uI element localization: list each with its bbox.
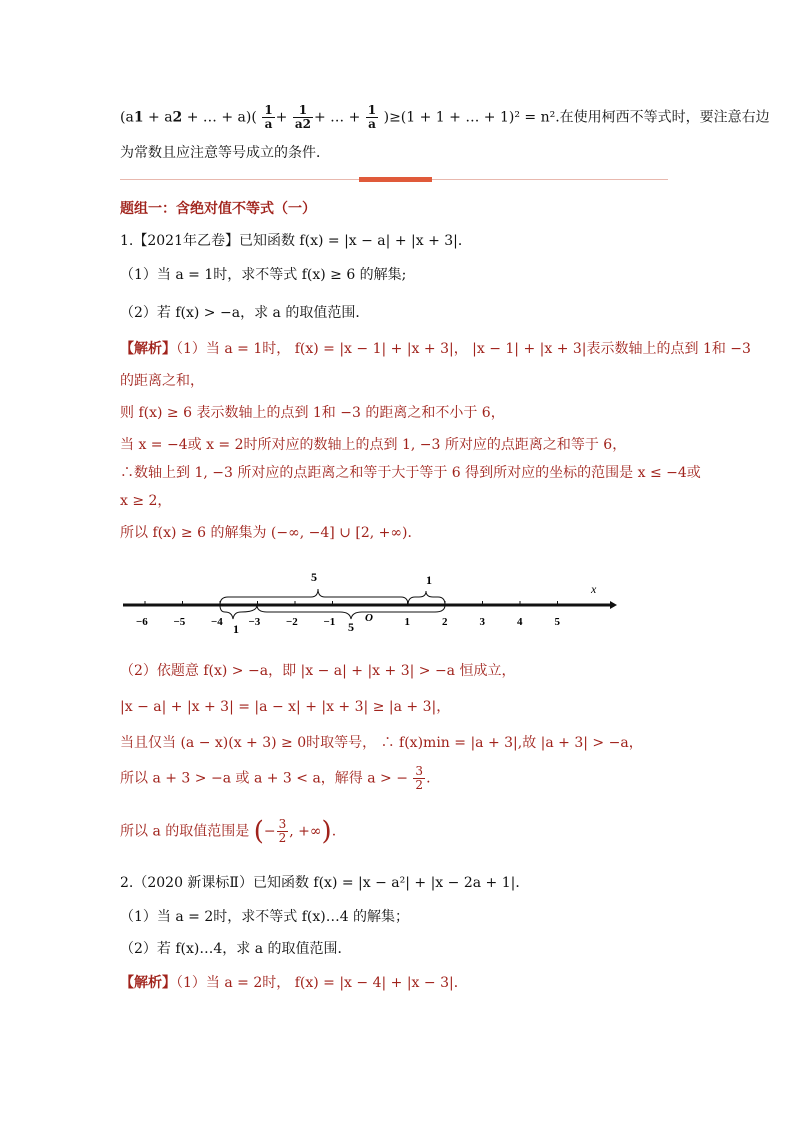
origin-dot: [369, 604, 372, 607]
solution-label: 【解析】: [120, 975, 176, 991]
problem2-solution-line-1: [120, 972, 468, 992]
solution-text: （1）当 a = 2时， f(x) = |x − 4| + |x − 3|．: [176, 975, 468, 991]
tick-label: 5: [554, 616, 560, 628]
problem1-solution-line-7: 所以 f(x) ≥ 6 的解集为 (−∞, −4] ∪ [2, +∞)．: [120, 525, 422, 541]
tick-label: −2: [286, 616, 298, 628]
tick-label: −4: [211, 616, 223, 628]
tick-label: 1: [404, 616, 410, 628]
axis-arrowhead: [610, 601, 617, 609]
intro-text: )(: [245, 109, 257, 126]
part2-text: 所以 a 的取值范围是: [120, 823, 250, 840]
problem2-header: 2.（2020 新课标Ⅱ）已知函数 f(x) = |x − a²| + |x − 2a + 1|．: [120, 875, 530, 891]
problem1-solution-line-6: x ≥ 2，: [120, 493, 172, 509]
problem1-question-1: （1）当 a = 1时，求不等式 f(x) ≥ 6 的解集;: [120, 267, 407, 283]
problem2-question-1: （1）当 a = 2时，求不等式 f(x)…4 的解集；: [120, 909, 410, 925]
brace-top-big-label: 5: [311, 570, 317, 584]
brace-bottom-mid-label: 5: [348, 620, 354, 634]
fraction: $\frac{1}{a}$: [367, 103, 377, 131]
tick-label: 4: [517, 616, 523, 628]
intro-text: )≥(1 + 1 + … + 1)² = n².在使用柯西不等式时，要注意右边: [383, 109, 770, 126]
problem1-solution-line-3: 则 f(x) ≥ 6 表示数轴上的点到 1和 −3 的距离之和不小于 6，: [120, 405, 505, 421]
problem1-solution-line-5: ∴数轴上到 1, −3 所对应的点距离之和等于大于等于 6 得到所对应的坐标的范围是 x ≤ −4或: [120, 465, 701, 481]
brace-bottom-left-label: 1: [233, 622, 239, 636]
problem1-part2-line-2: |x − a| + |x + 3| = |a − x| + |x + 3| ≥ |a + 3|，: [120, 699, 451, 715]
origin-label: O: [365, 612, 373, 624]
tick-label: 2: [442, 616, 448, 628]
tick-label: −1: [323, 616, 336, 628]
fraction: $\frac{3}{2}$: [278, 817, 287, 845]
axis-label: x: [591, 582, 597, 596]
part2-text: −: [263, 823, 276, 840]
tick-label: 3: [479, 616, 485, 628]
tick-label: −5: [173, 616, 186, 628]
brace-top-big: [220, 589, 408, 605]
problem1-solution-line-2: 的距离之和，: [120, 373, 204, 389]
tick-label: −6: [136, 616, 148, 628]
intro-text: + … + a: [186, 109, 246, 126]
problem1-solution-line-4: 当 x = −4或 x = 2时所对应的数轴上的点到 1, −3 所对应的点距离之和等于 6，: [120, 437, 627, 453]
solution-text: （1）当 a = 1时， f(x) = |x − 1| + |x + 3|， |x − 1| + |x + 3|表示数轴上的点到 1和 −3: [176, 341, 751, 357]
problem2-question-2: （2）若 f(x)…4，求 a 的取值范围．: [120, 941, 352, 957]
solution-label: 【解析】: [120, 341, 176, 357]
intro-text: + a: [148, 109, 173, 126]
section-divider-accent: [359, 177, 432, 182]
problem1-solution-line-1: [120, 338, 751, 358]
tick-label: −3: [248, 616, 261, 628]
problem1-part2-line-4: 所以 a + 3 > −a 或 a + 3 < a，解得 a > − $\frac{3}{2}$ .: [120, 764, 431, 792]
intro-line-1: (a1 + a2 + … + a)( $\frac{1}{a}$ + $\frac{1}{a2}$ + … + $\frac{1}{a}$ )≥(1 + 1 + … + 1)² = n².在使用柯西不等式时，要注意右边: [120, 103, 770, 131]
part2-text: , +∞: [289, 823, 322, 840]
fraction: $\frac{3}{2}$: [415, 764, 424, 792]
problem1-header: 1.【2021年乙卷】已知函数 f(x) = |x − a| + |x + 3|．: [120, 233, 472, 249]
problem1-part2-line-1: （2）依题意 f(x) > −a，即 |x − a| + |x + 3| > −a 恒成立，: [120, 663, 516, 679]
problem1-part2-line-5: 所以 a 的取值范围是 (− $\frac{3}{2}$ , +∞).: [120, 816, 337, 847]
fraction: $\frac{1}{a}$: [264, 103, 273, 131]
intro-line-2: 为常数且应注意等号成立的条件．: [120, 145, 330, 161]
part2-text: 所以 a + 3 > −a 或 a + 3 < a，解得 a > −: [120, 770, 408, 787]
fraction: $\frac{1}{a2}$: [294, 103, 311, 131]
brace-top-small: [408, 591, 445, 605]
number-line-figure: [115, 565, 625, 637]
brace-top-small-label: 1: [426, 573, 432, 587]
problem1-part2-line-3: 当且仅当 (a − x)(x + 3) ≥ 0时取等号， ∴ f(x)min = |a + 3|,故 |a + 3| > −a，: [120, 735, 643, 751]
section-title: 题组一：含绝对值不等式（一）: [120, 201, 316, 217]
intro-text: (a: [120, 109, 134, 126]
problem1-question-2: （2）若 f(x) > −a，求 a 的取值范围．: [120, 305, 370, 321]
